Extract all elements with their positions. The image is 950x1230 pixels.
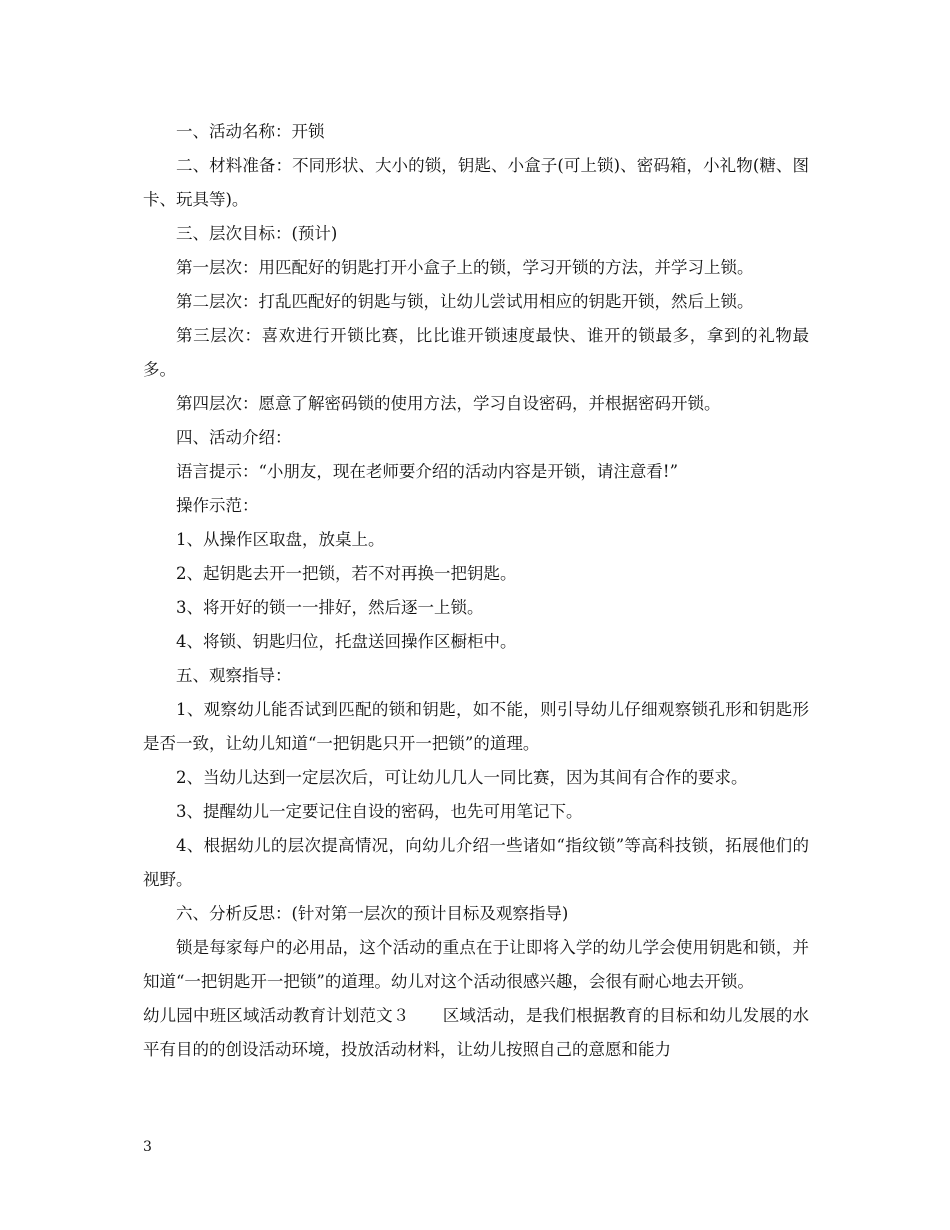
paragraph-observation-1: 1、观察幼儿能否试到匹配的锁和钥匙，如不能，则引导幼儿仔细观察锁孔形和钥匙形是否一致，让幼儿知道“一把钥匙只开一把锁”的道理。 <box>143 700 809 753</box>
paragraph-demo-step-4: 4、将锁、钥匙归位，托盘送回操作区橱柜中。 <box>176 632 517 651</box>
paragraph-demo-step-1: 1、从操作区取盘，放桌上。 <box>176 530 385 549</box>
paragraph-reflection-heading: 六、分析反思：(针对第一层次的预计目标及观察指导) <box>176 904 569 923</box>
paragraph-demo-heading: 操作示范： <box>176 496 259 515</box>
paragraph-materials: 二、材料准备：不同形状、大小的锁，钥匙、小盒子(可上锁)、密码箱，小礼物(糖、图卡、玩具等)。 <box>143 156 809 209</box>
paragraph-observation-4: 4、根据幼儿的层次提高情况，向幼儿介绍一些诸如“指纹锁”等高科技锁，拓展他们的视野。 <box>143 836 809 889</box>
document-body <box>143 115 809 1067</box>
paragraph-reflection-body: 锁是每家每户的必用品，这个活动的重点在于让即将入学的幼儿学会使用钥匙和锁，并知道“一把钥匙开一把锁”的道理。幼儿对这个活动很感兴趣，会很有耐心地去开锁。 <box>143 938 809 991</box>
paragraph-demo-step-2: 2、起钥匙去开一把锁，若不对再换一把钥匙。 <box>176 564 517 583</box>
paragraph-level-goals: 三、层次目标：(预计) <box>176 224 338 243</box>
paragraph-level-2: 第二层次：打乱匹配好的钥匙与锁，让幼儿尝试用相应的钥匙开锁，然后上锁。 <box>176 292 754 311</box>
paragraph-level-4: 第四层次：愿意了解密码锁的使用方法，学习自设密码，并根据密码开锁。 <box>176 394 721 413</box>
paragraph-activity-name: 一、活动名称：开锁 <box>176 122 325 141</box>
paragraph-demo-step-3: 3、将开好的锁一一排好，然后逐一上锁。 <box>176 598 484 617</box>
paragraph-observation-2: 2、当幼儿达到一定层次后，可让幼儿几人一同比赛，因为其间有合作的要求。 <box>176 768 748 787</box>
paragraph-observation-3: 3、提醒幼儿一定要记住自设的密码，也先可用笔记下。 <box>176 802 583 821</box>
paragraph-language-prompt: 语言提示：“小朋友，现在老师要介绍的活动内容是开锁，请注意看!” <box>176 462 679 481</box>
paragraph-next-section: 幼儿园中班区域活动教育计划范文３ 区域活动，是我们根据教育的目标和幼儿发展的水平有目的的创设活动环境，投放活动材料，让幼儿按照自己的意愿和能力 <box>143 1006 809 1059</box>
page-number: 3 <box>143 1139 152 1155</box>
paragraph-level-3: 第三层次：喜欢进行开锁比赛，比比谁开锁速度最快、谁开的锁最多，拿到的礼物最多。 <box>143 326 809 379</box>
paragraph-activity-intro: 四、活动介绍： <box>176 428 292 447</box>
paragraph-observation-heading: 五、观察指导： <box>176 666 292 685</box>
paragraph-level-1: 第一层次：用匹配好的钥匙打开小盒子上的锁，学习开锁的方法，并学习上锁。 <box>176 258 754 277</box>
